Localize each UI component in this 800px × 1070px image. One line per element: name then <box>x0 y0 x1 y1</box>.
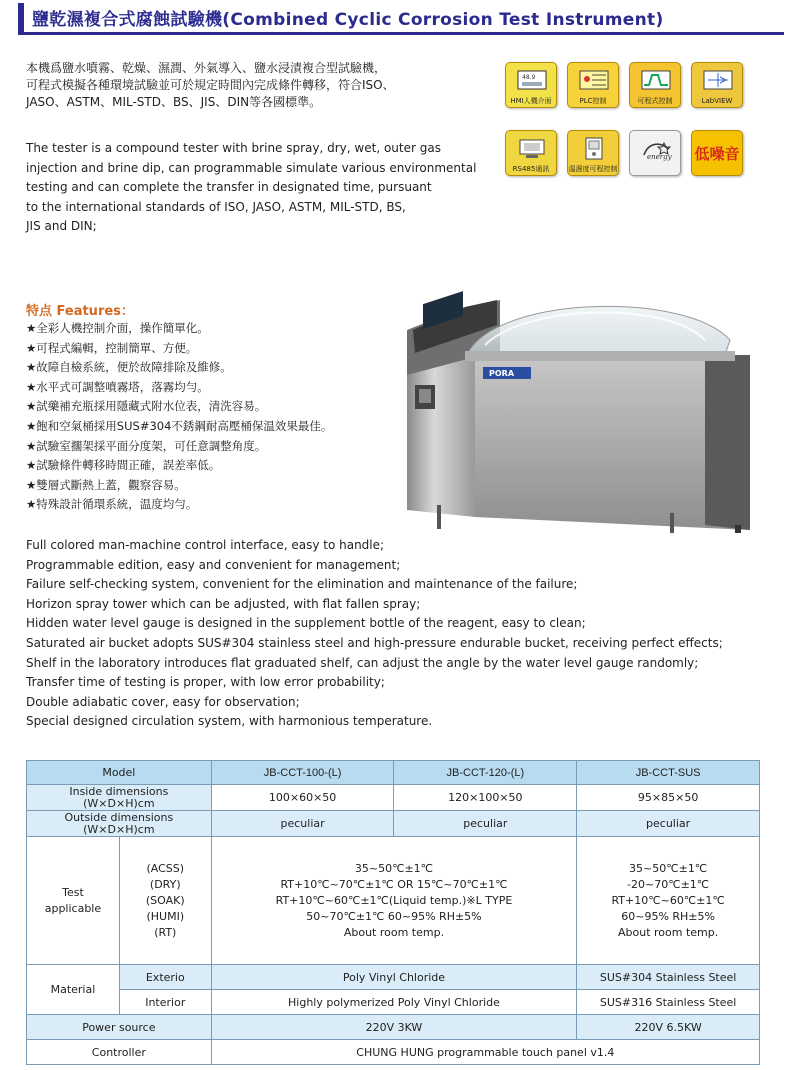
test-values-sus <box>577 837 760 965</box>
test-value: 50~70℃±1℃ 60~95% RH±5% <box>306 909 482 923</box>
interior-value-sus: SUS#316 Stainless Steel <box>577 990 760 1015</box>
feature-zh-item: ★試藥補充瓶採用隱藏式附水位表，清洗容易。 <box>26 399 267 414</box>
cabinet-icon <box>567 130 619 176</box>
controller-value: CHUNG HUNG programmable touch panel v1.4 <box>211 1040 759 1065</box>
feature-zh-item: ★可程式編輯，控制簡單、方便。 <box>26 340 198 355</box>
model-name: JB-CCT-SUS <box>577 761 760 785</box>
plc-icon-label: PLC控制 <box>579 97 607 105</box>
svg-text:energy: energy <box>647 153 672 161</box>
rs485-icon-label: RS485通訊 <box>512 165 550 173</box>
feature-en-item: Saturated air bucket adopts SUS#304 stainless steel and high-pressure endurable bucket, receiving perfect effects; <box>26 635 723 650</box>
labview-icon <box>691 62 743 108</box>
material-label: Material <box>27 965 120 1015</box>
test-label-line: Test <box>62 885 84 899</box>
spec-row-test <box>27 837 760 965</box>
test-mode: (DRY) <box>149 877 181 891</box>
inside-dimensions-label <box>27 785 212 811</box>
test-value: RT+10℃~60℃±1℃ <box>611 893 725 907</box>
spec-row-model <box>27 761 760 785</box>
outside-value: peculiar <box>394 811 577 837</box>
outside-label-line: (W×D×H)cm <box>83 822 155 836</box>
spec-row-inside <box>27 785 760 811</box>
feature-zh-item: ★飽和空氣桶採用SUS#304不銹鋼耐高壓桶保温效果最佳。 <box>26 418 333 433</box>
page-title: 鹽乾濕複合式腐蝕試驗機(Combined Cyclic Corrosion Test Instrument) <box>32 10 664 30</box>
low-noise-icon <box>691 130 743 176</box>
intro-en-line: injection and brine dip, can programmable simulate various environmental <box>26 160 477 175</box>
cabinet-icon-label: 溫濕度可程控制 <box>568 165 618 173</box>
test-values-l-type <box>211 837 577 965</box>
exterio-value: Poly Vinyl Chloride <box>211 965 577 990</box>
energy-icon <box>629 130 681 176</box>
test-chamber-image <box>405 285 775 535</box>
test-label-line: applicable <box>44 901 102 915</box>
spec-table <box>26 760 760 1065</box>
features-chinese-list <box>26 319 332 515</box>
program-icon-label: 可程式控制 <box>637 97 673 105</box>
feature-zh-item: ★全彩人機控制介面，操作簡單化。 <box>26 321 209 335</box>
outside-value: peculiar <box>577 811 760 837</box>
test-value: -20~70℃±1℃ <box>627 877 710 891</box>
exterio-label: Exterio <box>119 965 211 990</box>
feature-zh-item: ★故障自檢系統，便於故障排除及維修。 <box>26 360 232 375</box>
inside-label-line: Inside dimensions <box>69 784 169 798</box>
intro-en-line: testing and can complete the transfer in designated time, pursuant <box>26 180 432 194</box>
hmi-icon <box>505 62 557 108</box>
plc-icon <box>567 62 619 108</box>
outside-value: peculiar <box>211 811 394 837</box>
test-mode: (RT) <box>154 925 177 939</box>
test-value: 35~50℃±1℃ <box>354 861 434 875</box>
spec-row-interior <box>27 990 760 1015</box>
inside-value: 120×100×50 <box>394 785 577 811</box>
outside-dimensions-label <box>27 811 212 837</box>
test-modes <box>119 837 211 965</box>
exterio-value-sus: SUS#304 Stainless Steel <box>577 965 760 990</box>
feature-zh-item: ★水平式可調整噴霧塔，落霧均勻。 <box>26 379 209 394</box>
spec-row-exterio <box>27 965 760 990</box>
test-value: 60~95% RH±5% <box>621 909 715 923</box>
spec-row-controller <box>27 1040 760 1065</box>
interior-label: Interior <box>119 990 211 1015</box>
intro-chinese <box>26 60 496 111</box>
inside-label-line: (W×D×H)cm <box>83 796 155 810</box>
feature-en-item: Double adiabatic cover, easy for observation; <box>26 694 300 709</box>
spec-row-outside <box>27 811 760 837</box>
test-mode: (SOAK) <box>145 893 185 907</box>
model-name: JB-CCT-100-(L) <box>211 761 394 785</box>
feature-zh-item: ★特殊設計循環系統，温度均勻。 <box>26 497 198 512</box>
feature-en-item: Horizon spray tower which can be adjusted, with flat fallen spray; <box>26 596 421 611</box>
power-value-sus: 220V 6.5KW <box>577 1015 760 1040</box>
labview-icon-label: LabVIEW <box>701 97 733 105</box>
features-heading: 特点 Features： <box>26 304 134 319</box>
spec-row-power <box>27 1015 760 1040</box>
feature-en-item: Programmable edition, easy and convenient for management; <box>26 557 401 572</box>
features-english-list <box>26 536 723 732</box>
feature-en-item: Transfer time of testing is proper, with low error probability; <box>26 675 385 690</box>
intro-en-line: JIS and DIN; <box>26 219 97 233</box>
feature-zh-item: ★試驗條件轉移時間正確，誤差率低。 <box>26 458 221 473</box>
controller-label: Controller <box>27 1040 212 1065</box>
test-value: 35~50℃±1℃ <box>629 861 708 875</box>
test-applicable-label <box>27 837 120 965</box>
test-value: RT+10℃~70℃±1℃ OR 15℃~70℃±1℃ <box>280 877 508 891</box>
page-title-bar <box>18 3 784 35</box>
test-value: About room temp. <box>617 925 719 939</box>
feature-en-item: Hidden water level gauge is designed in the supplement bottle of the reagent, easy to clean; <box>26 616 586 631</box>
interior-value: Highly polymerized Poly Vinyl Chloride <box>211 990 577 1015</box>
inside-value: 95×85×50 <box>577 785 760 811</box>
intro-en-line: to the international standards of ISO, JASO, ASTM, MIL-STD, BS, <box>26 199 406 214</box>
intro-en-line: The tester is a compound tester with brine spray, dry, wet, outer gas <box>26 141 441 155</box>
power-value: 220V 3KW <box>211 1015 577 1040</box>
svg-text:48.9: 48.9 <box>522 74 536 81</box>
test-value: About room temp. <box>343 925 445 939</box>
feature-en-item: Full colored man-machine control interface, easy to handle; <box>26 538 385 552</box>
intro-zh-line: JASO、ASTM、MIL-STD、BS、JIS、DIN等各國標準。 <box>26 95 322 109</box>
test-value: RT+10℃~60℃±1℃(Liquid temp.)※L TYPE <box>275 893 513 907</box>
feature-zh-item: ★試驗室擱架採平面分度架，可任意調整角度。 <box>26 438 267 453</box>
feature-en-item: Failure self-checking system, convenient for the elimination and maintenance of the failure; <box>26 577 578 592</box>
program-icon <box>629 62 681 108</box>
power-label: Power source <box>27 1015 212 1040</box>
machine-brand: PORA <box>489 369 515 378</box>
low-noise-label: 低噪音 <box>694 144 740 163</box>
outside-label-line: Outside dimensions <box>64 810 174 824</box>
inside-value: 100×60×50 <box>211 785 394 811</box>
feature-en-item: Shelf in the laboratory introduces flat graduated shelf, can adjust the angle by the water level gauge randomly; <box>26 655 699 670</box>
intro-zh-line: 本機爲鹽水噴霧、乾燥、濕潤、外氣導入、鹽水浸漬複合型試驗機， <box>26 61 387 75</box>
intro-english <box>26 139 506 237</box>
feature-zh-item: ★雙層式斷熱上蓋，觀察容易。 <box>26 477 186 492</box>
feature-en-item: Special designed circulation system, with harmonious temperature. <box>26 714 433 729</box>
model-label: Model <box>27 761 212 785</box>
test-mode: (HUMI) <box>146 909 185 923</box>
intro-zh-line: 可程式模擬各種環境試驗並可於規定時間內完成條件轉移，符合ISO、 <box>26 78 395 92</box>
hmi-icon-label: HMI人機介面 <box>510 97 552 105</box>
model-name: JB-CCT-120-(L) <box>394 761 577 785</box>
test-mode: (ACSS) <box>146 861 185 875</box>
rs485-icon <box>505 130 557 176</box>
